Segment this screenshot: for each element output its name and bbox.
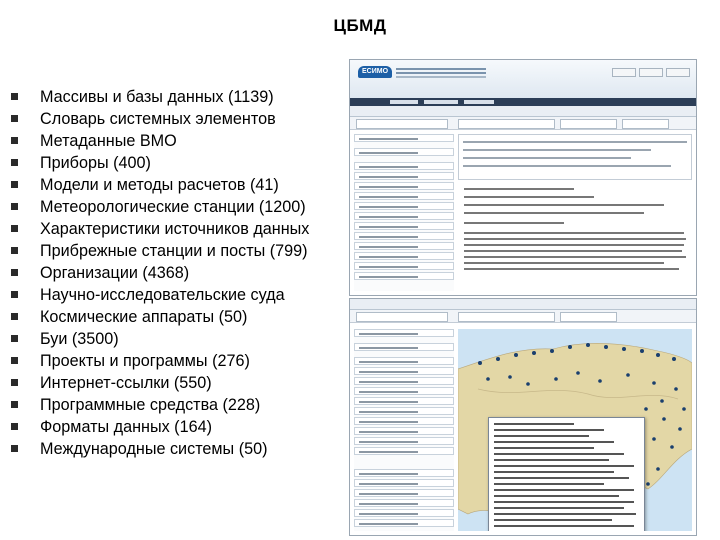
list-item: [0, 284, 309, 306]
record-details: [458, 182, 692, 291]
list-item: [0, 262, 309, 284]
bullet-square-icon: [11, 225, 18, 232]
tab: [356, 312, 448, 322]
station-map[interactable]: [458, 329, 692, 531]
bullet-list: [0, 86, 309, 460]
bullet-square-icon: [11, 445, 18, 452]
list-item-text: Программные средства (228): [40, 396, 261, 414]
bullet-square-icon: [11, 203, 18, 210]
list-item-text: Массивы и базы данных (1139): [40, 88, 274, 106]
tab: [622, 119, 669, 129]
list-item-text: Интернет-ссылки (550): [40, 374, 212, 392]
bullet-square-icon: [11, 269, 18, 276]
header-buttons: [612, 68, 690, 77]
portal-header: [350, 60, 696, 98]
tab-bar: [350, 117, 696, 130]
list-item-text: Приборы (400): [40, 154, 151, 172]
bullet-square-icon: [11, 357, 18, 364]
list-item-text: Форматы данных (164): [40, 418, 212, 436]
list-item-text: Научно-исследовательские суда: [40, 286, 285, 304]
station-map-screenshot: [349, 298, 697, 536]
list-item: [0, 152, 309, 174]
tab-bar: [350, 310, 696, 323]
bullet-square-icon: [11, 313, 18, 320]
list-item-text: Метеорологические станции (1200): [40, 198, 306, 216]
bullet-square-icon: [11, 159, 18, 166]
list-item: [0, 306, 309, 328]
list-item: [0, 394, 309, 416]
bullet-square-icon: [11, 115, 18, 122]
list-item-text: Космические аппараты (50): [40, 308, 248, 326]
tab: [356, 119, 448, 129]
filter-panel: [354, 134, 454, 291]
tab: [560, 312, 617, 322]
list-item-text: Организации (4368): [40, 264, 190, 282]
bullet-square-icon: [11, 247, 18, 254]
tab: [560, 119, 617, 129]
bullet-square-icon: [11, 137, 18, 144]
list-item: [0, 416, 309, 438]
list-item: [0, 328, 309, 350]
bullet-square-icon: [11, 291, 18, 298]
bullet-square-icon: [11, 335, 18, 342]
filter-panel: [354, 329, 454, 531]
toolbar: [350, 299, 696, 310]
portal-subtitle-lines: [396, 68, 486, 70]
list-item: [0, 130, 309, 152]
list-item: [0, 240, 309, 262]
bullet-square-icon: [11, 93, 18, 100]
list-item: [0, 438, 309, 460]
menu-bar: [350, 98, 696, 106]
list-item-text: Словарь системных элементов: [40, 110, 276, 128]
toolbar: [350, 106, 696, 117]
bullet-square-icon: [11, 401, 18, 408]
esimo-logo: ЕСИМО: [358, 66, 392, 78]
list-item-text: Прибрежные станции и посты (799): [40, 242, 308, 260]
list-item-text: Проекты и программы (276): [40, 352, 250, 370]
bullet-square-icon: [11, 423, 18, 430]
list-item-text: Метаданные ВМО: [40, 132, 177, 150]
slide-title: ЦБМД: [333, 16, 387, 35]
list-item: [0, 174, 309, 196]
list-item: [0, 350, 309, 372]
list-item: [0, 372, 309, 394]
metadata-catalog-screenshot: [349, 59, 697, 296]
list-item: [0, 218, 309, 240]
tab: [458, 312, 555, 322]
bullet-square-icon: [11, 379, 18, 386]
list-item-text: Международные системы (50): [40, 440, 268, 458]
list-item-text: Буи (3500): [40, 330, 119, 348]
results-grid: [458, 134, 692, 180]
list-item-text: Модели и методы расчетов (41): [40, 176, 279, 194]
list-item: [0, 108, 309, 130]
list-item: [0, 196, 309, 218]
tab: [458, 119, 555, 129]
list-item-text: Характеристики источников данных: [40, 220, 310, 238]
list-item: [0, 86, 309, 108]
bullet-square-icon: [11, 181, 18, 188]
station-info-popup: [488, 417, 645, 531]
